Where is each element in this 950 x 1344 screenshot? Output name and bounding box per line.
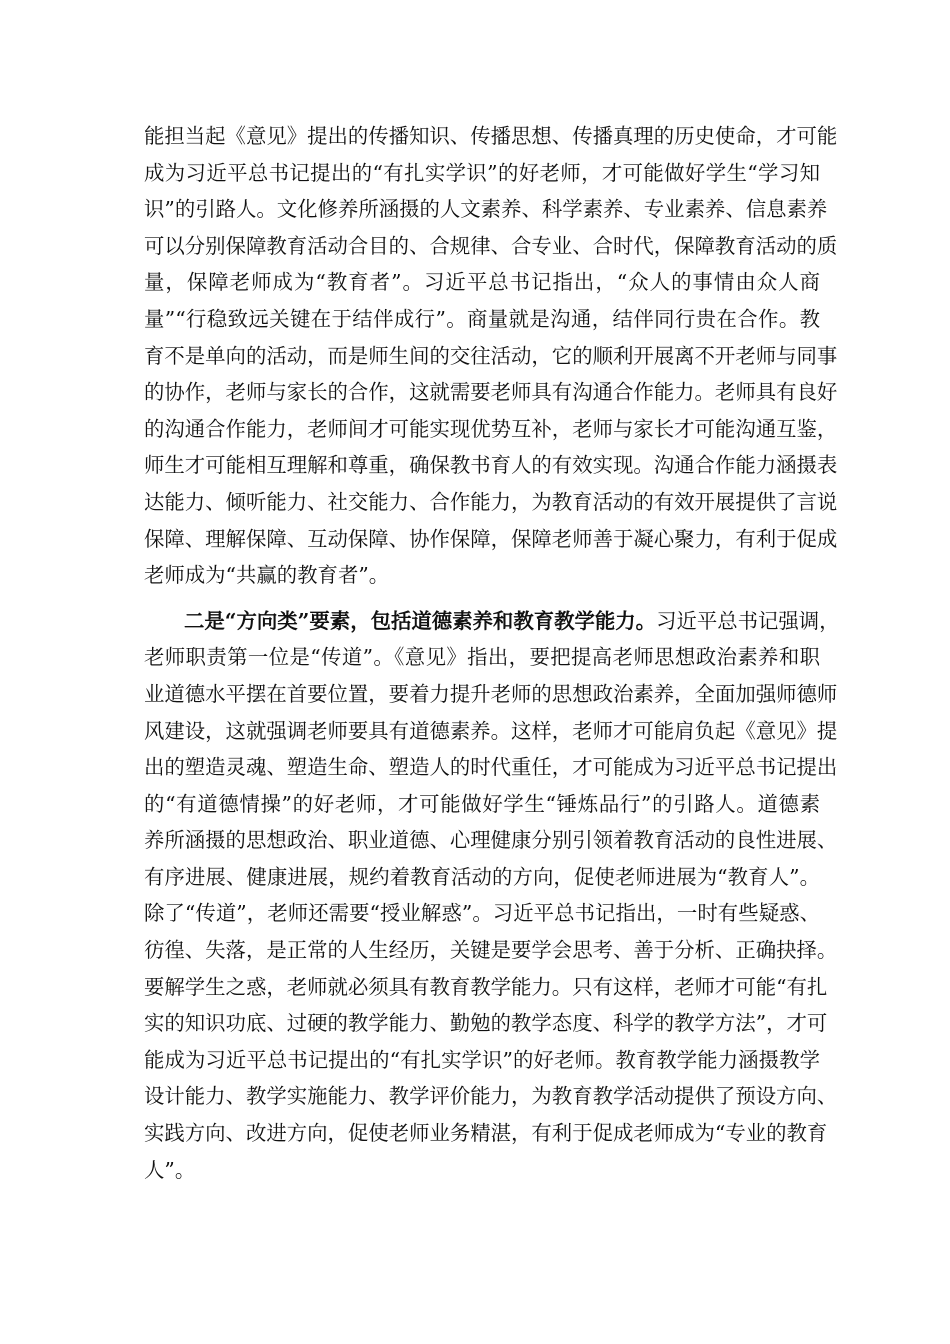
text-line: 可以分别保障教育活动合目的、合规律、合专业、合时代，保障教育活动的质 [144, 233, 838, 258]
text-line: 出的塑造灵魂、塑造生命、塑造人的时代重任，才可能成为习近平总书记提出 [144, 755, 838, 780]
text-line: 有序进展、健康进展，规约着教育活动的方向，促使老师进展为“教育人”。 [144, 864, 820, 889]
text-line: 达能力、倾听能力、社交能力、合作能力，为教育活动的有效开展提供了言说 [144, 489, 838, 514]
text-line: 养所涵摄的思想政治、职业道德、心理健康分别引领着教育活动的良性进展、 [144, 828, 838, 853]
text-line: 的沟通合作能力，老师间才可能实现优势互补，老师与家长才可能沟通互鉴， [144, 416, 838, 441]
text-line: 能担当起《意见》提出的传播知识、传播思想、传播真理的历史使命，才可能 [144, 124, 838, 148]
text-line: 设计能力、教学实施能力、教学评价能力，为教育教学活动提供了预设方向、 [144, 1084, 838, 1109]
text-line: 成为习近平总书记提出的“有扎实学识”的好老师，才可能做好学生“学习知 [144, 160, 820, 185]
text-line: 彷徨、失落，是正常的人生经历，关键是要学会思考、善于分析、正确抉择。 [144, 938, 838, 963]
text-line: 风建设，这就强调老师要具有道德素养。这样，老师才可能肩负起《意见》提 [144, 718, 838, 743]
text-line: 人”。 [144, 1157, 196, 1182]
paragraph-spacer [144, 594, 820, 603]
text-line: 识”的引路人。文化修养所涵摄的人文素养、科学素养、专业素养、信息素养 [144, 197, 828, 222]
text-line: 育不是单向的活动，而是师生间的交往活动，它的顺利开展离不开老师与同事 [144, 343, 838, 368]
text-line: 的协作，老师与家长的合作，这就需要老师具有沟通合作能力。老师具有良好 [144, 380, 838, 405]
text-line: 业道德水平摆在首要位置，要着力提升老师的思想政治素养，全面加强师德师 [144, 681, 838, 706]
text-line: 实践方向、改进方向，促使老师业务精湛，有利于促成老师成为“专业的教育 [144, 1121, 828, 1146]
text-line: 老师成为“共赢的教育者”。 [144, 563, 390, 588]
section-heading: 二是“方向类”要素，包括道德素养和教育教学能力。 [184, 608, 657, 633]
text-line: 除了“传道”，老师还需要“授业解惑”。习近平总书记指出，一时有些疑惑、 [144, 901, 820, 926]
paragraph-2-first-line [144, 603, 840, 640]
text-line: 老师职责第一位是“传道”。《意见》指出，要把提高老师思想政治素养和职 [144, 645, 820, 670]
text-line: 量”“行稳致远关键在于结伴成行”。商量就是沟通，结伴同行贵在合作。教 [144, 306, 820, 331]
text-line: 能成为习近平总书记提出的“有扎实学识”的好老师。教育教学能力涵摄教学 [144, 1047, 820, 1072]
paragraph-2 [144, 603, 840, 1189]
document-body [144, 118, 840, 1188]
text-line: 保障、理解保障、互动保障、协作保障，保障老师善于凝心聚力，有利于促成 [144, 526, 838, 551]
paragraph-1 [144, 118, 838, 594]
text-line: 要解学生之惑，老师就必须具有教育教学能力。只有这样，老师才可能“有扎 [144, 974, 828, 999]
text-line: 实的知识功底、过硬的教学能力、勤勉的教学态度、科学的教学方法”，才可 [144, 1011, 828, 1036]
text-line: 的“有道德情操”的好老师，才可能做好学生“锤炼品行”的引路人。道德素 [144, 791, 820, 816]
text-line: 量，保障老师成为“教育者”。习近平总书记指出，“众人的事情由众人商 [144, 270, 820, 295]
heading-continuation: 习近平总书记强调， [656, 608, 840, 633]
text-line: 师生才可能相互理解和尊重，确保教书育人的有效实现。沟通合作能力涵摄表 [144, 453, 838, 478]
